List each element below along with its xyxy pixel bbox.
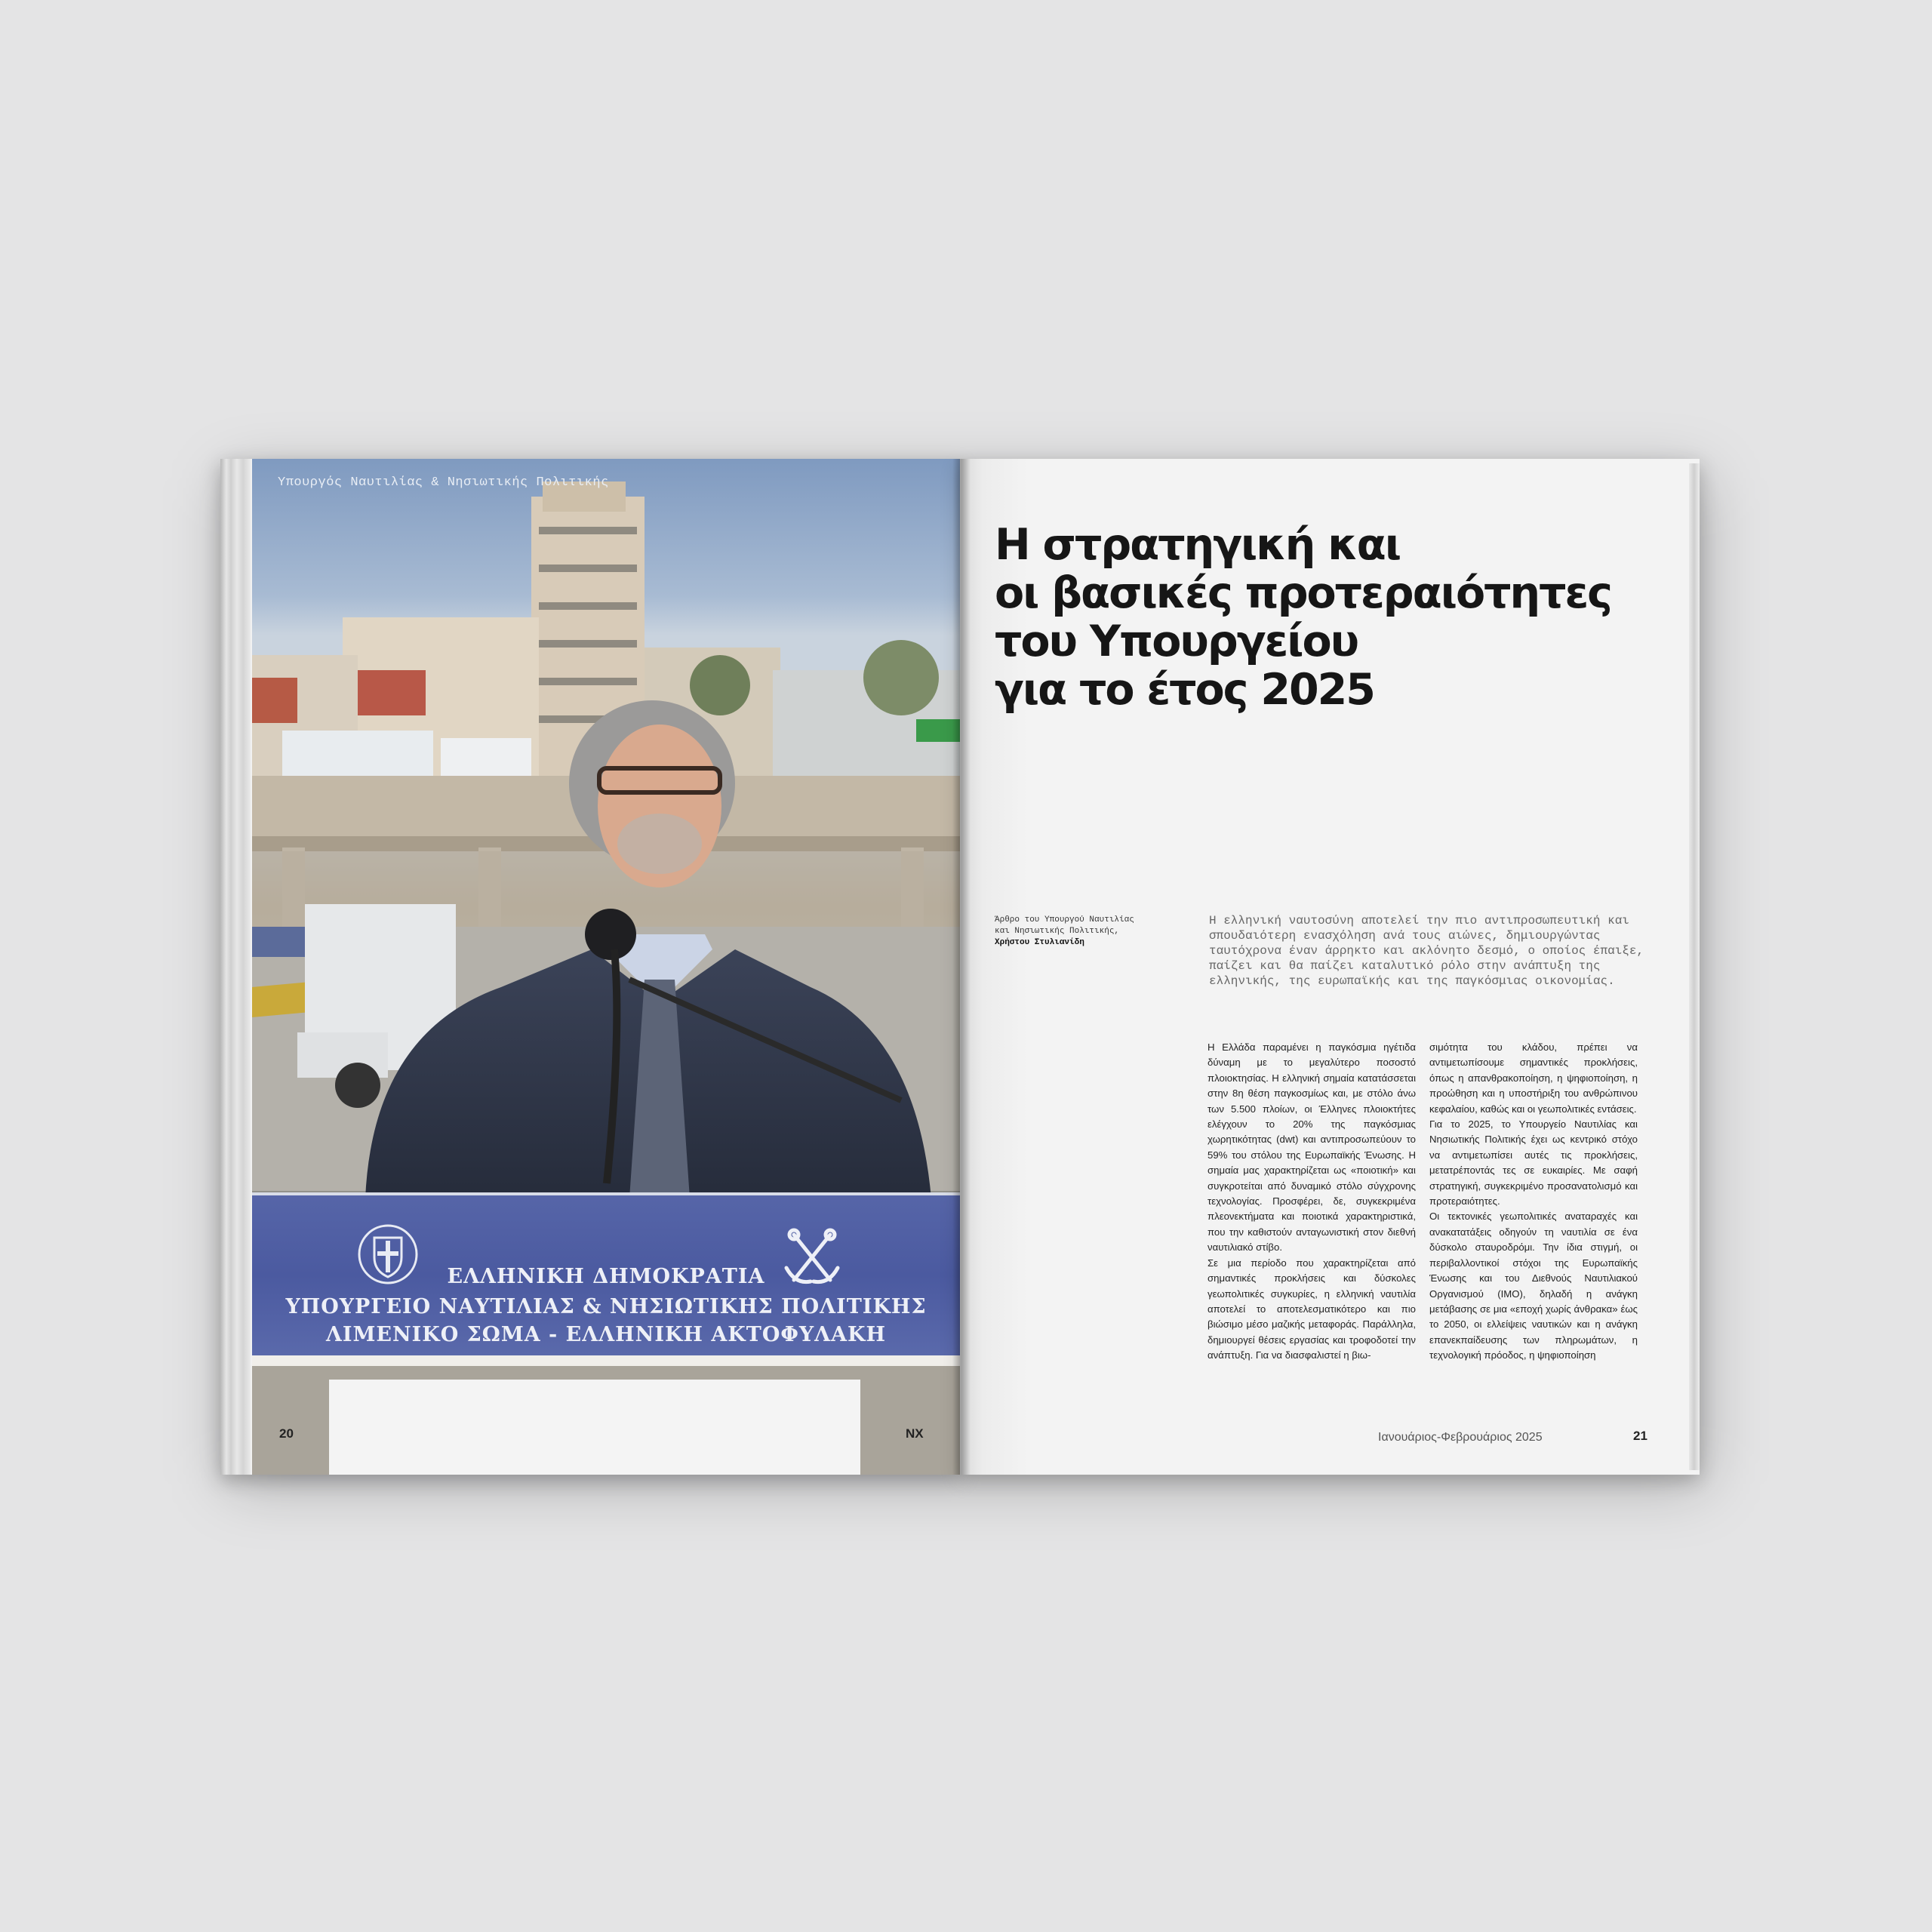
running-head: Υπουργός Ναυτιλίας & Νησιωτικής Πολιτικής (278, 475, 609, 490)
byline (995, 915, 1146, 949)
gutter-shadow (952, 459, 971, 1475)
podium-line-2: ΥΠΟΥΡΓΕΙΟ ΝΑΥΤΙΛΙΑΣ & ΝΗΣΙΩΤΙΚΗΣ ΠΟΛΙΤΙΚΗΣ (285, 1295, 927, 1318)
podium-line-1: ΕΛΛΗΝΙΚΗ ΔΗΜΟΚΡΑΤΙΑ (447, 1265, 765, 1288)
lead-paragraph: Η ελληνική ναυτοσύνη αποτελεί την πιο αντιπροσωπευτική και σπουδαιότερη ενασχόληση ανά τους αιώνες, δημιουργώντας ταυτόχρονα έναν άρρηκτο και ακλόνητο δεσμό, ο οποίος έπαιξε, παίζει και θα παίζει καταλυτικό ρόλο στην ανάπτυξη της ελληνικής, της ευρωπαϊκής και της παγκόσμιας οικονομίας. (1209, 914, 1644, 988)
title-line-4: για το έτος 2025 (995, 665, 1374, 715)
left-page-number: 20 (279, 1426, 294, 1441)
lectern-panel (329, 1380, 860, 1475)
paragraph: Για το 2025, το Υπουργείο Ναυτιλίας και Νησιωτικής Πολιτικής έχει ως κεντρικό στόχο να αντιμετωπίσει αυτές τις προκλήσεις, μετατρέποντάς τες σε ευκαιρίες. Με σαφή στρατηγική, συγκεκριμένο προσανατολισμό και προτεραιότητες. (1429, 1118, 1638, 1208)
body-column-2 (1429, 1040, 1638, 1364)
title-line-1: Η στρατηγική και (995, 520, 1401, 570)
author-name: Χρήστου Στυλιανίδη (995, 938, 1084, 947)
title-line-2: οι βασικές προτεραιότητες (995, 568, 1611, 618)
lectern-top (252, 1355, 960, 1366)
title-line-3: του Υπουργείου (995, 617, 1358, 666)
left-page-edges (220, 459, 251, 1475)
issue-date: Ιανουάριος-Φεβρουάριος 2025 (1378, 1431, 1543, 1444)
right-page-edge (1689, 463, 1700, 1470)
section-mark: NX (906, 1426, 924, 1441)
paragraph: Σε μια περίοδο που χαρακτηρίζεται από σημαντικές προκλήσεις και δύσκολες γεωπολιτικές συγκυρίες, η ελληνική ναυτιλία αποτελεί το αποτελεσματικότερο και πιο βιώσιμο μέσο μαζικής μεταφοράς. Παράλληλα, δημιουργεί θέσεις εργασίας και τροφοδοτεί την ανάπτυξη. Για να διασφαλιστεί η βιω- (1208, 1257, 1416, 1361)
article-title (995, 521, 1611, 714)
body-column-1 (1208, 1040, 1416, 1364)
right-page-number: 21 (1633, 1429, 1647, 1443)
paragraph: Η Ελλάδα παραμένει η παγκόσμια ηγέτιδα δύναμη με το μεγαλύτερο ποσοστό πλοιοκτησίας. Η ελληνική σημαία κατατάσσεται στην 8η θέση παγκοσμίως και, με στόλο άνω των 5.500 πλοίων, οι Έλληνες πλοιοκτήτες ελέγχουν το 20% της παγκόσμιας χωρητικότητας (dwt) και αντιπροσωπεύουν το 59% του στόλου της Ευρωπαϊκής Ένωσης. Η σημαία μας χαρακτηρίζεται ως «ποιοτική» και συγκροτείται από δυναμικό στόλο σύγχρονης τεχνολογίας. Προσφέρει, δε, συγκεκριμένα πλεονεκτήματα και ποιοτικά χαρακτηριστικά, που την καθιστούν ανταγωνιστική στον διεθνή ναυτιλιακό στίβο. (1208, 1041, 1416, 1254)
byline-line-1: Άρθρο του Υπουργού Ναυτιλίας (995, 915, 1134, 924)
podium-line-3: ΛΙΜΕΝΙΚΟ ΣΩΜΑ - ΕΛΛΗΝΙΚΗ ΑΚΤΟΦΥΛΑΚΗ (325, 1323, 887, 1346)
paragraph: σιμότητα του κλάδου, πρέπει να αντιμετωπίσουμε σημαντικές προκλήσεις, όπως η απανθρακοποίηση, η ψηφιοποίηση, η προώθηση και η υποστήριξη του ανθρώπινου κεφαλαίου, καθώς και οι γεωπολιτικές εντάσεις. (1429, 1041, 1638, 1115)
byline-line-2: και Νησιωτικής Πολιτικής, (995, 927, 1120, 936)
paragraph: Οι τεκτονικές γεωπολιτικές αναταραχές και ανακατατάξεις οδηγούν τη ναυτιλία σε ένα δύσκολο σταυροδρόμι. Την ίδια στιγμή, οι περιβαλλοντικοί στόχοι της Ευρωπαϊκής Ένωσης και του Διεθνούς Ναυτιλιακού Οργανισμού (IMO), δηλαδή η ανάγκη μετάβασης σε μια «εποχή χωρίς άνθρακα» έως το 2050, οι ελλείψεις ναυτικών και η ανάγκη επανεκπαίδευσης των πληρωμάτων, η τεχνολογική πρόοδος, η ψηφιοποίηση (1429, 1211, 1638, 1361)
